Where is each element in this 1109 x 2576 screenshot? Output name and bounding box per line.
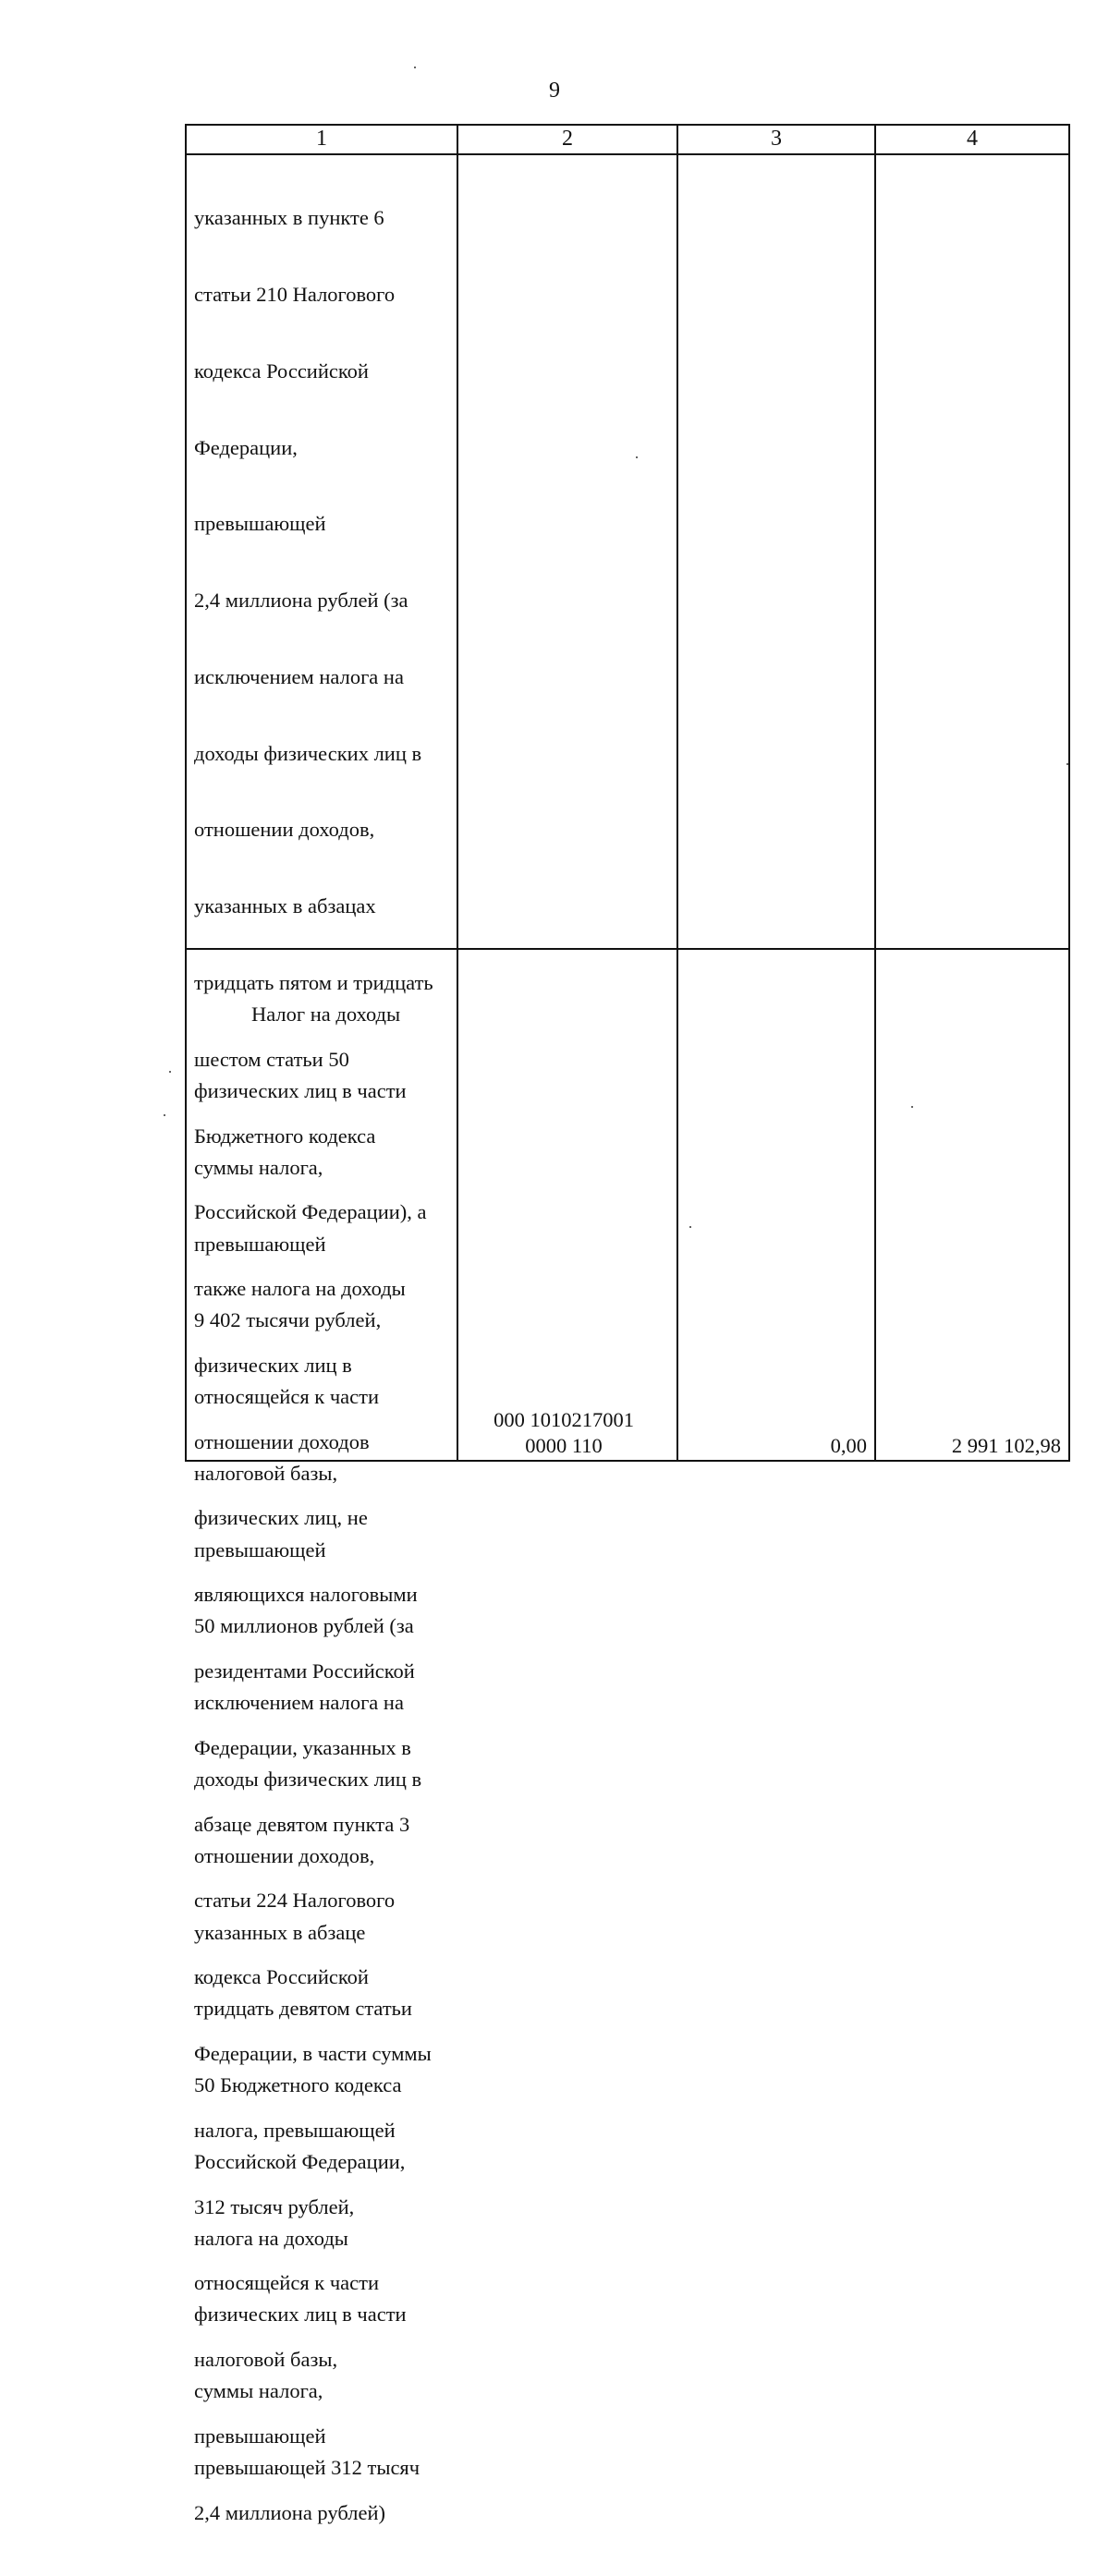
scan-speck: [164, 1114, 165, 1116]
text-line: являющихся налоговыми: [194, 1583, 418, 1607]
text-line: тридцать пятом и тридцать: [194, 971, 433, 994]
table-border-left: [185, 124, 187, 1462]
text-line: доходы физических лиц в: [194, 1768, 422, 1791]
budget-table: [185, 124, 1070, 2524]
text-line: Российской Федерации), а: [194, 1200, 427, 1224]
text-line: налога, превышающей: [194, 2118, 396, 2142]
text-line: отношении доходов: [194, 1429, 370, 1453]
text-line: превышающей: [194, 512, 326, 536]
text-line: отношении доходов,: [194, 818, 375, 842]
column-divider-3: [874, 124, 876, 1462]
text-line: исключением налога на: [194, 1691, 404, 1715]
text-line: кодекса Российской: [194, 1965, 369, 1989]
text-line: превышающей: [194, 1232, 326, 1256]
page-number: 9: [549, 79, 560, 103]
column-header-3: 3: [771, 127, 782, 151]
text-line: превышающей 312 тысяч: [194, 2456, 420, 2480]
row2-description: [194, 951, 421, 2532]
text-line: Федерации, в части суммы: [194, 2041, 432, 2065]
text-line: превышающей: [194, 2424, 326, 2448]
column4-amount: 2 991 102,98: [951, 1434, 1061, 1457]
text-line: относящейся к части: [194, 1385, 380, 1409]
scan-speck: [1066, 763, 1068, 765]
text-line: также налога на доходы: [194, 1277, 406, 1301]
text-line: шестом статьи 50: [194, 1047, 349, 1071]
text-line: Федерации,: [194, 435, 298, 459]
text-line: статьи 224 Налогового: [194, 1889, 396, 1913]
budget-classification-code-part2: 0000 110: [525, 1434, 603, 1457]
text-line: отношении доходов,: [194, 1843, 375, 1867]
table-border-right: [1068, 124, 1070, 1462]
column-header-4: 4: [967, 127, 978, 151]
text-line: Российской Федерации,: [194, 2149, 406, 2173]
text-line: превышающей: [194, 1537, 326, 1561]
text-line: кодекса Российской: [194, 358, 369, 383]
budget-classification-code-part1: 000 1010217001: [494, 1408, 634, 1431]
scan-speck: [689, 1226, 691, 1228]
text-line: 2,4 миллиона рублей (за: [194, 589, 408, 613]
column-header-2: 2: [562, 127, 573, 151]
text-line: суммы налога,: [194, 2379, 323, 2403]
text-line: доходы физических лиц в: [194, 741, 422, 765]
scan-speck: [636, 456, 638, 458]
text-line: налога на доходы: [194, 2226, 348, 2250]
text-line: относящейся к части: [194, 2271, 380, 2295]
text-line: 50 Бюджетного кодекса: [194, 2073, 402, 2097]
text-line: физических лиц в части: [194, 2303, 407, 2327]
text-line: 2,4 миллиона рублей): [194, 2500, 385, 2524]
text-line: резидентами Российской: [194, 1659, 415, 1683]
text-line: тридцать девятом статьи: [194, 1997, 412, 2021]
text-line: 50 миллионов рублей (за: [194, 1614, 414, 1638]
text-line: физических лиц, не: [194, 1506, 368, 1530]
text-line: суммы налога,: [194, 1155, 323, 1179]
text-line: 312 тысяч рублей,: [194, 2194, 355, 2218]
column-header-1: 1: [316, 127, 327, 151]
column-divider-2: [676, 124, 678, 1462]
text-line: абзаце девятом пункта 3: [194, 1812, 410, 1836]
text-line: исключением налога на: [194, 664, 404, 688]
text-line: 9 402 тысячи рублей,: [194, 1308, 382, 1332]
text-line: указанных в пункте 6: [194, 206, 384, 230]
column-divider-1: [457, 124, 458, 1462]
text-line: Бюджетного кодекса: [194, 1124, 376, 1148]
text-line: Налог на доходы: [251, 1002, 401, 1027]
column3-amount: 0,00: [830, 1434, 867, 1457]
text-line: указанных в абзаце: [194, 1920, 366, 1944]
scan-speck: [169, 1071, 171, 1073]
text-line: статьи 210 Налогового: [194, 282, 396, 306]
text-line: налоговой базы,: [194, 2348, 338, 2372]
text-line: налоговой базы,: [194, 1461, 338, 1485]
text-line: физических лиц в: [194, 1353, 352, 1377]
text-line: физических лиц в части: [194, 1078, 407, 1102]
text-line: указанных в абзацах: [194, 894, 376, 918]
scan-speck: [414, 67, 416, 68]
scan-speck: [911, 1106, 913, 1108]
text-line: Федерации, указанных в: [194, 1735, 411, 1759]
